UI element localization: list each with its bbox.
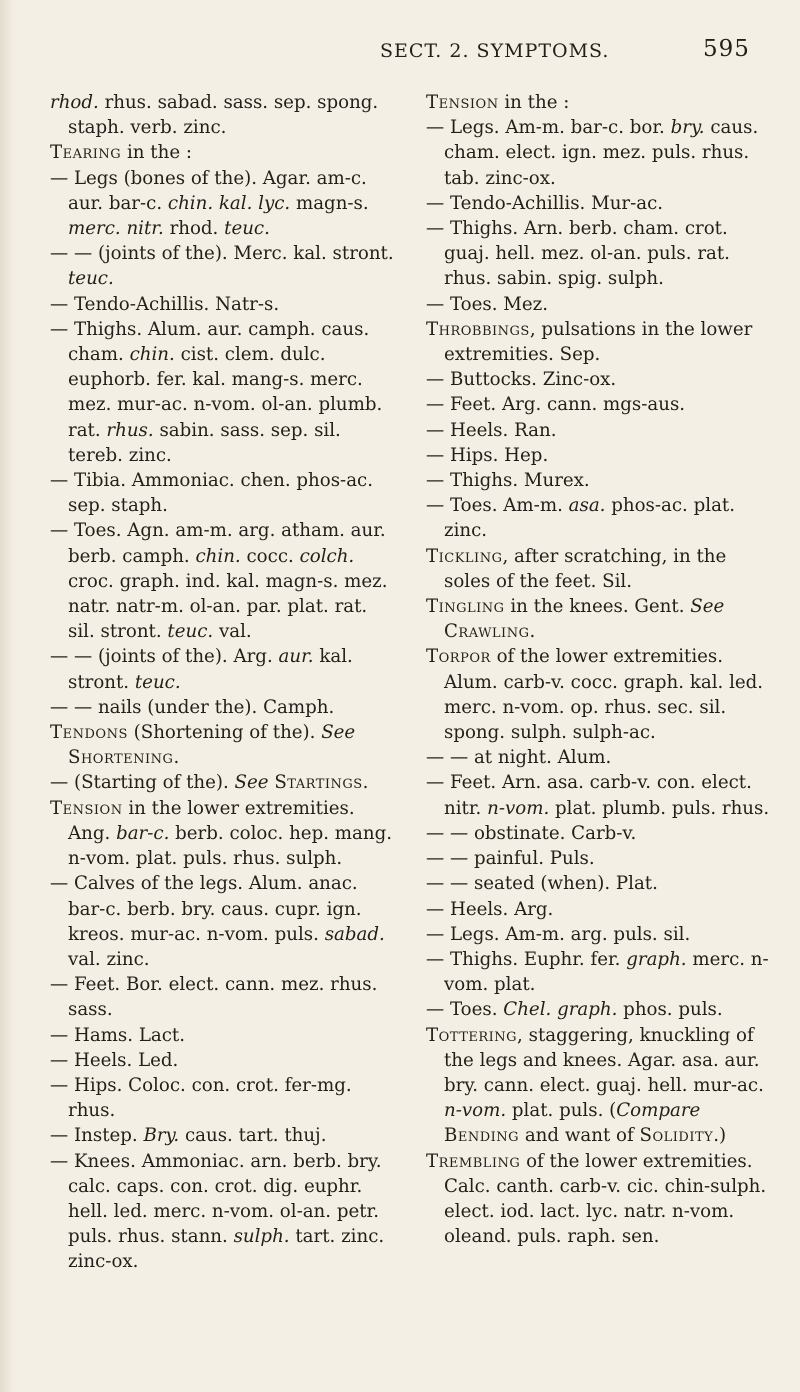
italic-remedy: bry. bbox=[670, 117, 705, 139]
entry-text: — Hams. Lact. bbox=[50, 1024, 186, 1046]
index-entry bbox=[426, 644, 772, 745]
index-entry bbox=[50, 1023, 396, 1048]
entry-text: — Thighs. Murex. bbox=[426, 470, 590, 492]
index-entry bbox=[426, 292, 772, 317]
entry-text: — Heels. Arg. bbox=[426, 898, 554, 920]
index-entry bbox=[426, 544, 772, 594]
entry-text: in the lower extremities. Ang. bbox=[68, 797, 355, 844]
entry-text: — Knees. Ammoniac. arn. berb. bry. calc. caps. con. crot. dig. euphr. hell. led. merc. n-vom. ol-an. petr. puls. rhus. stann. bbox=[50, 1150, 382, 1248]
rubric-heading: Throbbings bbox=[426, 318, 530, 340]
index-entry bbox=[50, 90, 396, 140]
italic-remedy: n-vom. bbox=[487, 797, 550, 819]
italic-remedy: bar-c. bbox=[116, 822, 170, 844]
italic-remedy: See bbox=[690, 596, 725, 618]
italic-remedy: chin. kal. lyc. bbox=[167, 192, 291, 214]
index-entry bbox=[50, 241, 396, 291]
index-entry bbox=[50, 140, 396, 165]
index-entry bbox=[426, 90, 772, 115]
entry-text: .) bbox=[713, 1125, 727, 1147]
entry-text: — — obstinate. Carb-v. bbox=[426, 822, 637, 844]
index-entry bbox=[426, 317, 772, 367]
rubric-heading: Tendons bbox=[50, 722, 128, 744]
entry-text: in the : bbox=[498, 92, 570, 113]
entry-text: — — seated (when). Plat. bbox=[426, 873, 658, 895]
index-entry bbox=[426, 947, 772, 997]
index-entry bbox=[426, 1023, 772, 1149]
index-entry bbox=[426, 367, 772, 392]
entry-text: plat. puls. ( bbox=[506, 1100, 617, 1122]
index-entry bbox=[426, 770, 772, 820]
italic-remedy: sabad. bbox=[324, 923, 385, 945]
page-gutter-shadow bbox=[0, 0, 14, 1392]
entry-text: merc. n-vom. plat. bbox=[444, 948, 769, 996]
index-entry bbox=[50, 518, 396, 644]
index-entry bbox=[50, 317, 396, 468]
entry-text: caus. cham. elect. ign. mez. puls. rhus. tab. zinc-ox. bbox=[444, 117, 759, 189]
index-entry bbox=[426, 392, 772, 417]
index-entry bbox=[50, 972, 396, 1022]
index-entry bbox=[50, 796, 396, 872]
italic-remedy: chin. bbox=[195, 545, 241, 567]
entry-text: rhod. bbox=[163, 218, 225, 240]
entry-text: — — painful. Puls. bbox=[426, 848, 595, 870]
italic-remedy: merc. nitr. bbox=[68, 218, 164, 240]
entry-text: berb. coloc. hep. mang. n-vom. plat. puls. rhus. sulph. bbox=[68, 822, 393, 870]
italic-remedy: rhus. bbox=[106, 419, 154, 441]
entry-text: tart. zinc. zinc-ox. bbox=[68, 1226, 385, 1273]
entry-text: — Feet. Arn. asa. carb-v. con. elect. nitr. bbox=[426, 772, 752, 819]
index-entry bbox=[50, 871, 396, 972]
entry-text: — Feet. Arg. cann. mgs-aus. bbox=[426, 394, 686, 416]
index-entry bbox=[50, 1073, 396, 1123]
entry-text: croc. graph. ind. kal. magn-s. mez. natr. natr-m. ol-an. par. plat. rat. sil. stront. bbox=[68, 570, 388, 643]
entry-text: , pulsations in the lower extremities. Sep. bbox=[444, 318, 753, 366]
rubric-heading: Solidity bbox=[639, 1125, 714, 1147]
index-entry bbox=[426, 594, 772, 644]
entry-text: , staggering, knuckling of the legs and knees. Agar. asa. aur. bry. cann. elect. guaj. hell. mur-ac. bbox=[444, 1024, 764, 1096]
entry-text: — — (joints of the). Arg. bbox=[50, 646, 279, 668]
index-entry bbox=[426, 821, 772, 846]
entry-text: — Tendo-Achillis. Mur-ac. bbox=[426, 192, 664, 214]
entry-text: of the lower extremities. Calc. canth. carb-v. cic. chin-sulph. elect. iod. lact. lyc. natr. n-vom. oleand. puls. raph. sen. bbox=[444, 1150, 767, 1248]
italic-remedy: Bry. bbox=[143, 1125, 180, 1147]
entry-text: plat. plumb. puls. rhus. bbox=[549, 797, 770, 819]
rubric-heading: Trembling bbox=[426, 1150, 521, 1172]
entry-text: — Heels. Ran. bbox=[426, 419, 557, 441]
entry-text: — — at night. Alum. bbox=[426, 747, 612, 769]
italic-remedy: aur. bbox=[278, 646, 314, 668]
left-column bbox=[50, 90, 396, 1275]
index-entry bbox=[50, 468, 396, 518]
entry-text: in the knees. Gent. bbox=[504, 596, 691, 618]
entry-text: — Calves of the legs. Alum. anac. bar-c. berb. bry. caus. cupr. ign. kreos. mur-ac. n-vom. puls. bbox=[50, 873, 362, 945]
entry-text: — Thighs. Euphr. fer. bbox=[426, 948, 627, 970]
index-entry bbox=[50, 720, 396, 770]
italic-remedy: See bbox=[234, 772, 269, 794]
entry-text: — Toes. Agn. am-m. arg. atham. aur. berb. camph. bbox=[50, 520, 386, 567]
index-entry bbox=[50, 770, 396, 795]
italic-remedy: chin. bbox=[129, 344, 175, 366]
italic-remedy: teuc. bbox=[224, 218, 270, 240]
entry-text: — Legs. Am-m. bar-c. bor. bbox=[426, 117, 671, 139]
entry-text: — Instep. bbox=[50, 1125, 144, 1147]
rubric-heading: Bending bbox=[444, 1125, 520, 1147]
rubric-heading: Tickling bbox=[426, 545, 503, 567]
rubric-heading: Shortening. bbox=[68, 747, 180, 769]
entry-text: — Hips. Hep. bbox=[426, 444, 549, 466]
entry-text: val. bbox=[213, 621, 252, 643]
index-entry bbox=[426, 216, 772, 292]
entry-text: — — nails (under the). Camph. bbox=[50, 696, 335, 718]
entry-text: phos-ac. plat. zinc. bbox=[444, 495, 736, 542]
rubric-heading: Tension bbox=[50, 797, 123, 819]
entry-text: sabin. sass. sep. sil. tereb. zinc. bbox=[68, 419, 341, 466]
entry-text: rhus. sabad. sass. sep. spong. staph. verb. zinc. bbox=[68, 92, 379, 139]
entry-text: — Toes. bbox=[426, 999, 504, 1021]
index-entry bbox=[426, 871, 772, 896]
entry-text: — Hips. Coloc. con. crot. fer-mg. rhus. bbox=[50, 1074, 352, 1122]
rubric-heading: Torpor bbox=[426, 646, 491, 668]
index-entry bbox=[50, 695, 396, 720]
entry-text: — Toes. Mez. bbox=[426, 293, 549, 315]
rubric-heading: Tension bbox=[426, 92, 499, 113]
index-entry bbox=[50, 166, 396, 242]
entry-text: — Heels. Led. bbox=[50, 1049, 179, 1071]
entry-text: , after scratching, in the soles of the feet. Sil. bbox=[444, 545, 727, 592]
entry-text: — Thighs. Arn. berb. cham. crot. guaj. hell. mez. ol-an. puls. rat. rhus. sabin. spig. sulph. bbox=[426, 218, 730, 290]
entry-text: kal. stront. bbox=[68, 646, 353, 693]
italic-remedy: See bbox=[321, 722, 356, 744]
index-entry bbox=[50, 644, 396, 694]
index-entry bbox=[50, 1048, 396, 1073]
index-entry bbox=[426, 1149, 772, 1250]
index-entry bbox=[426, 846, 772, 871]
entry-text: phos. puls. bbox=[617, 999, 723, 1021]
index-entry bbox=[426, 468, 772, 493]
index-entry bbox=[426, 745, 772, 770]
entry-text: — Feet. Bor. elect. cann. mez. rhus. sass. bbox=[50, 974, 378, 1021]
entry-text: — Legs. Am-m. arg. puls. sil. bbox=[426, 923, 691, 945]
entry-text: cocc. bbox=[240, 545, 300, 567]
right-column bbox=[426, 90, 772, 1249]
index-entry bbox=[426, 922, 772, 947]
rubric-heading: Tottering bbox=[426, 1024, 518, 1046]
italic-remedy: teuc. bbox=[167, 621, 214, 643]
italic-remedy: teuc. bbox=[134, 671, 181, 693]
index-entry bbox=[426, 191, 772, 216]
italic-remedy: asa. bbox=[568, 495, 606, 517]
entry-text: — Tibia. Ammoniac. chen. phos-ac. sep. staph. bbox=[50, 470, 374, 517]
index-entry bbox=[50, 292, 396, 317]
running-head: SECT. 2. SYMPTOMS. bbox=[380, 40, 610, 62]
italic-remedy: rhod. bbox=[50, 92, 99, 113]
entry-text: val. zinc. bbox=[68, 948, 150, 970]
entry-text: — Thighs. Alum. aur. camph. caus. cham. bbox=[50, 318, 370, 366]
rubric-heading: Startings. bbox=[274, 772, 369, 794]
rubric-heading: Crawling. bbox=[444, 621, 536, 643]
entry-text: — (Starting of the). bbox=[50, 772, 235, 794]
italic-remedy: graph. bbox=[626, 948, 687, 970]
entry-text: — Toes. Am-m. bbox=[426, 495, 569, 517]
rubric-heading: Tearing bbox=[50, 142, 122, 164]
index-entry bbox=[426, 897, 772, 922]
index-entry bbox=[50, 1123, 396, 1148]
index-entry bbox=[426, 418, 772, 443]
rubric-heading: Tingling bbox=[426, 596, 505, 618]
italic-remedy: Compare bbox=[616, 1100, 701, 1122]
entry-text: cist. clem. dulc. euphorb. fer. kal. mang-s. merc. mez. mur-ac. n-vom. ol-an. plumb. rat. bbox=[68, 344, 383, 441]
entry-text: — Tendo-Achillis. Natr-s. bbox=[50, 293, 280, 315]
entry-text: and want of bbox=[519, 1125, 640, 1147]
italic-remedy: Chel. graph. bbox=[503, 999, 618, 1021]
italic-remedy: teuc. bbox=[68, 268, 114, 290]
index-entry bbox=[426, 493, 772, 543]
index-entry bbox=[426, 443, 772, 468]
index-entry bbox=[426, 115, 772, 191]
entry-text: — Legs (bones of the). Agar. am-c. aur. bar-c. bbox=[50, 167, 367, 214]
entry-text: — Buttocks. Zinc-ox. bbox=[426, 369, 617, 391]
entry-text: of the lower extremities. Alum. carb-v. cocc. graph. kal. led. merc. n-vom. op. rhus. sec. sil. spong. sulph. sulph-ac. bbox=[444, 646, 764, 744]
entry-text: caus. tart. thuj. bbox=[179, 1125, 327, 1147]
entry-text: in the : bbox=[121, 142, 192, 164]
entry-text: (Shortening of the). bbox=[127, 722, 322, 744]
italic-remedy: n-vom. bbox=[444, 1100, 507, 1122]
entry-text: — — (joints of the). Merc. kal. stront. bbox=[50, 243, 394, 265]
page-number: 595 bbox=[703, 36, 750, 62]
entry-text: magn-s. bbox=[290, 192, 369, 214]
index-entry bbox=[426, 997, 772, 1022]
index-entry bbox=[50, 1149, 396, 1275]
italic-remedy: sulph. bbox=[233, 1226, 290, 1248]
italic-remedy: colch. bbox=[299, 545, 355, 567]
